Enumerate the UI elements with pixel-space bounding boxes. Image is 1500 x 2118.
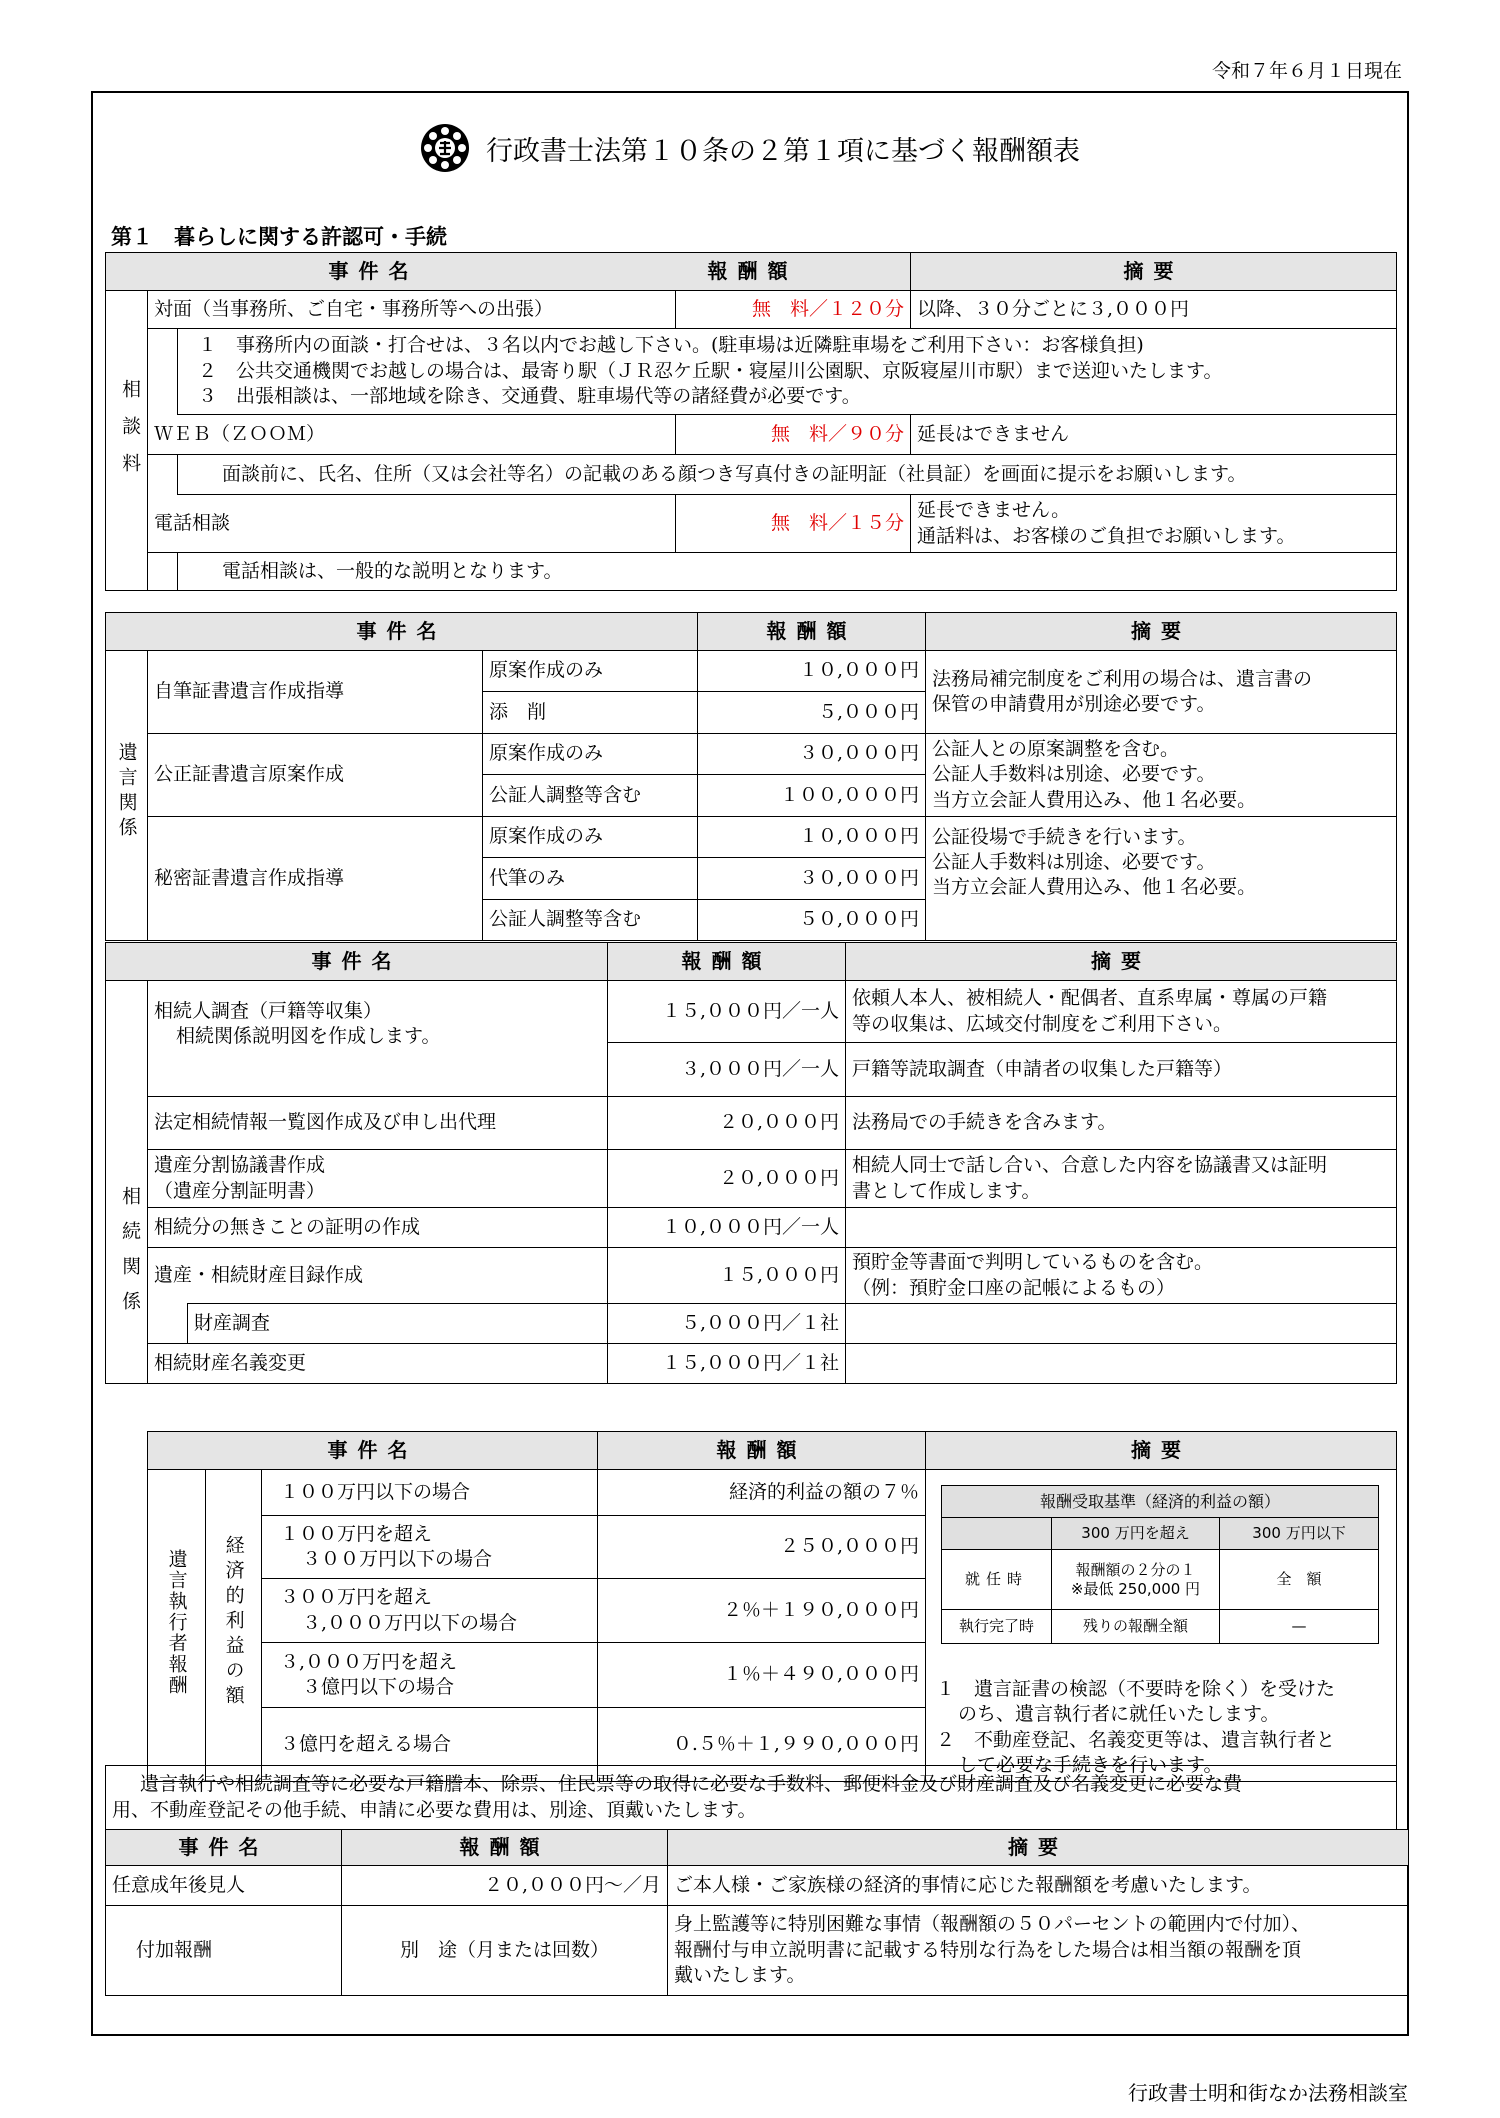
inherit-survey-fee1: １５,０００円／一人 [608, 981, 846, 1043]
inherit-row-summary: 預貯金等書面で判明しているものを含む。 （例：預貯金口座の記帳によるもの） [846, 1248, 1397, 1304]
header-fee: 報酬額 [707, 259, 798, 284]
will-header-name: 事件名 [106, 613, 698, 651]
inherit-header-summary: 摘要 [846, 943, 1397, 981]
spacer [148, 455, 178, 495]
guardian-header-fee: 報酬額 [342, 1830, 668, 1866]
consult-face-summary: 以降、３０分ごとに３,０００円 [911, 291, 1397, 329]
inherit-row-name: 相続財産名義変更 [148, 1344, 608, 1384]
will-fee: １０,０００円 [698, 817, 926, 858]
inherit-row-fee: ２０,０００円 [608, 1097, 846, 1150]
consult-face-name: 対面（当事務所、ご自宅・事務所等への出張） [148, 291, 676, 329]
will-sub: 原案作成のみ [483, 651, 698, 692]
exec-header-fee: 報酬額 [598, 1432, 926, 1470]
will-sub: 原案作成のみ [483, 817, 698, 858]
inherit-row-name: 財産調査 [188, 1304, 608, 1344]
additional-fee-summary: 身上監護等に特別困難な事情（報酬額の５０パーセントの範囲内で付加）、 報酬付与申立説明書に記載する特別な行為をした場合は相当額の報酬を頂 戴いたします。 [668, 1906, 1409, 1996]
guardian-summary: ご本人様・ご家族様の経済的事情に応じた報酬額を考慮いたします。 [668, 1866, 1409, 1906]
consult-phone-note: 電話相談は、一般的な説明となります。 [178, 553, 1397, 591]
exec-fee: １％＋４９０,０００円 [598, 1642, 926, 1707]
note-line: １ 事務所内の面談・打合せは、３名以内でお越し下さい。(駐車場は近隣駐車場をご利用下さい：お客様負担) [198, 334, 1144, 357]
criteria-row1-c2: 全 額 [1220, 1550, 1379, 1610]
will-fee: ５０,０００円 [698, 900, 926, 941]
inherit-row-fee: １０,０００円／一人 [608, 1208, 846, 1248]
will-fee: ５,０００円 [698, 692, 926, 734]
note-line: ２ 公共交通機関でお越しの場合は、最寄り駅（ＪＲ忍ケ丘駅・寝屋川公園駅、京阪寝屋川市駅）まで送迎いたします。 [198, 359, 1223, 382]
will-header-fee: 報酬額 [698, 613, 926, 651]
inherit-row-name: 遺産分割協議書作成 （遺産分割証明書） [148, 1150, 608, 1208]
consult-phone-summary: 延長できません。 通話料は、お客様のご負担でお願いします。 [911, 495, 1397, 553]
criteria-row1-label: 就任時 [942, 1550, 1052, 1610]
executor-notes: １ 遺言証書の検認（不要時を除く）を受けた のち、遺言執行者に就任いたします。 ２ 不動産登記、名義変更等は、遺言執行者と して必要な手続きを行います。 [936, 1678, 1336, 1777]
criteria-col2: 300 万円以下 [1220, 1518, 1379, 1550]
guardian-header-summary: 摘要 [668, 1830, 1409, 1866]
additional-fee-name: 付加報酬 [106, 1906, 342, 1996]
will-fee: ３０,０００円 [698, 858, 926, 900]
will-fee: １００,０００円 [698, 775, 926, 817]
will-sub: 原案作成のみ [483, 734, 698, 775]
as-of-date: 令和７年６月１日現在 [1211, 60, 1402, 82]
criteria-col1: 300 万円を超え [1052, 1518, 1220, 1550]
additional-fee: 別 途（月または回数） [342, 1906, 668, 1996]
will-holograph-name: 自筆証書遺言作成指導 [148, 651, 483, 734]
gyoseishoshi-emblem-icon [420, 123, 470, 173]
exec-range: ３,０００万円を超え ３億円以下の場合 [262, 1642, 598, 1707]
inherit-row-fee: １５,０００円 [608, 1248, 846, 1304]
exec-range: ３億円を超える場合 [262, 1707, 598, 1781]
will-notarial-name: 公正証書遺言原案作成 [148, 734, 483, 817]
inherit-row-summary [846, 1304, 1397, 1344]
executor-sublabel: 経済的利益の額 [206, 1470, 262, 1782]
criteria-title: 報酬受取基準（経済的利益の額） [942, 1486, 1379, 1518]
inherit-survey-summary1: 依頼人本人、被相続人・配偶者、直系卑属・尊属の戸籍 等の収集は、広域交付制度をご利用下さい。 [846, 981, 1397, 1043]
section-1-heading: 第１ 暮らしに関する許認可・手続 [111, 225, 447, 249]
header-row [106, 253, 911, 291]
consult-label: 相談料 [106, 291, 148, 591]
exec-range: ３００万円を超え ３,０００万円以下の場合 [262, 1579, 598, 1643]
exec-fee: ２％＋１９０,０００円 [598, 1579, 926, 1643]
criteria-row2-c1: 残りの報酬全額 [1052, 1610, 1220, 1644]
will-secret-summary: 公証役場で手続きを行います。 公証人手数料は別途、必要です。 当方立会証人費用込み、他１名必要。 [926, 817, 1397, 941]
consult-web-note: 面談前に、氏名、住所（又は会社等名）の記載のある顔つき写真付きの証明証（社員証）を画面に提示をお願いします。 [178, 455, 1397, 495]
consult-web-fee: 無 料／９０分 [676, 415, 911, 455]
will-secret-name: 秘密証書遺言作成指導 [148, 817, 483, 941]
exec-range: １００万円以下の場合 [262, 1470, 598, 1516]
will-sub: 公証人調整等含む [483, 775, 698, 817]
exec-fee: 経済的利益の額の７％ [598, 1470, 926, 1516]
will-label: 遺言関係 [106, 651, 148, 941]
spacer [148, 329, 178, 415]
inherit-survey-name: 相続人調査（戸籍等収集） 相続関係説明図を作成します。 [148, 981, 608, 1097]
inherit-table [105, 942, 1397, 1384]
criteria-row2-c2: — [1220, 1610, 1379, 1644]
exec-fee: ２５０,０００円 [598, 1515, 926, 1579]
inherit-header-name: 事件名 [106, 943, 608, 981]
consult-phone-name: 電話相談 [148, 495, 676, 553]
consult-face-notes [178, 329, 1397, 415]
header-name: 事件名 [328, 259, 419, 284]
inherit-row-summary [846, 1208, 1397, 1248]
page-title [93, 123, 1407, 173]
inherit-row-summary [846, 1344, 1397, 1384]
criteria-row1-c1: 報酬額の２分の１ ※最低 250,000 円 [1052, 1550, 1220, 1610]
fee-table-frame [91, 91, 1409, 2036]
inherit-survey-summary2: 戸籍等読取調査（申請者の収集した戸籍等） [846, 1043, 1397, 1097]
consult-phone-fee: 無 料／１５分 [676, 495, 911, 553]
will-holograph-summary: 法務局補完制度をご利用の場合は、遺言書の 保管の申請費用が別途必要です。 [926, 651, 1397, 734]
inherit-row-fee: ５,０００円／１社 [608, 1304, 846, 1344]
guardian-table [105, 1829, 1409, 1996]
inherit-row-name: 遺産・相続財産目録作成 [148, 1248, 608, 1304]
exec-header-summary: 摘要 [926, 1432, 1397, 1470]
criteria-table [941, 1485, 1379, 1644]
inherit-label: 相続関係 [106, 981, 148, 1384]
exec-fee: ０.５％＋１,９９０,０００円 [598, 1707, 926, 1781]
inherit-row-name: 法定相続情報一覧図作成及び申し出代理 [148, 1097, 608, 1150]
spacer [148, 1304, 188, 1344]
will-sub: 添 削 [483, 692, 698, 734]
header-summary: 摘要 [911, 253, 1397, 291]
guardian-name: 任意成年後見人 [106, 1866, 342, 1906]
will-sub: 代筆のみ [483, 858, 698, 900]
inherit-row-summary: 相続人同士で話し合い、合意した内容を協議書又は証明 書として作成します。 [846, 1150, 1397, 1208]
expense-note: 遺言執行や相続調査等に必要な戸籍謄本、除票、住民票等の取得に必要な手数料、郵便料金及び財産調査及び名義変更に必要な費 用、不動産登記その他手続、申請に必要な費用は、別途、頂戴いたします。 [106, 1766, 1397, 1830]
spacer [148, 553, 178, 591]
office-name: 行政書士明和街なか法務相談室 [1128, 2081, 1408, 2105]
consult-table [105, 252, 1397, 591]
will-fee: １０,０００円 [698, 651, 926, 692]
consult-web-summary: 延長はできません [911, 415, 1397, 455]
inherit-row-summary: 法務局での手続きを含みます。 [846, 1097, 1397, 1150]
guardian-header-name: 事件名 [106, 1830, 342, 1866]
note-line: ３ 出張相談は、一部地域を除き、交通費、駐車場代等の諸経費が必要です。 [198, 385, 861, 408]
inherit-survey-fee2: ３,０００円／一人 [608, 1043, 846, 1097]
will-fee: ３０,０００円 [698, 734, 926, 775]
guardian-fee: ２０,０００円～／月 [342, 1866, 668, 1906]
will-table [105, 612, 1397, 941]
will-notarial-summary: 公証人との原案調整を含む。 公証人手数料は別途、必要です。 当方立会証人費用込み、他１名必要。 [926, 734, 1397, 817]
title-text: 行政書士法第１０条の２第１項に基づく報酬額表 [486, 135, 1080, 167]
inherit-row-fee: ２０,０００円 [608, 1150, 846, 1208]
inherit-row-name: 相続分の無きことの証明の作成 [148, 1208, 608, 1248]
criteria-row2-label: 執行完了時 [942, 1610, 1052, 1644]
consult-web-name: ＷＥＢ（ＺＯＯＭ） [148, 415, 676, 455]
consult-face-fee: 無 料／１２０分 [676, 291, 911, 329]
exec-range: １００万円を超え ３００万円以下の場合 [262, 1515, 598, 1579]
expense-note-table [105, 1765, 1397, 1830]
exec-header-name: 事件名 [148, 1432, 598, 1470]
inherit-row-fee: １５,０００円／１社 [608, 1344, 846, 1384]
will-sub: 公証人調整等含む [483, 900, 698, 941]
inherit-header-fee: 報酬額 [608, 943, 846, 981]
criteria-corner [942, 1518, 1052, 1550]
will-header-summary: 摘要 [926, 613, 1397, 651]
executor-label: 遺言執行者報酬 [148, 1470, 206, 1782]
